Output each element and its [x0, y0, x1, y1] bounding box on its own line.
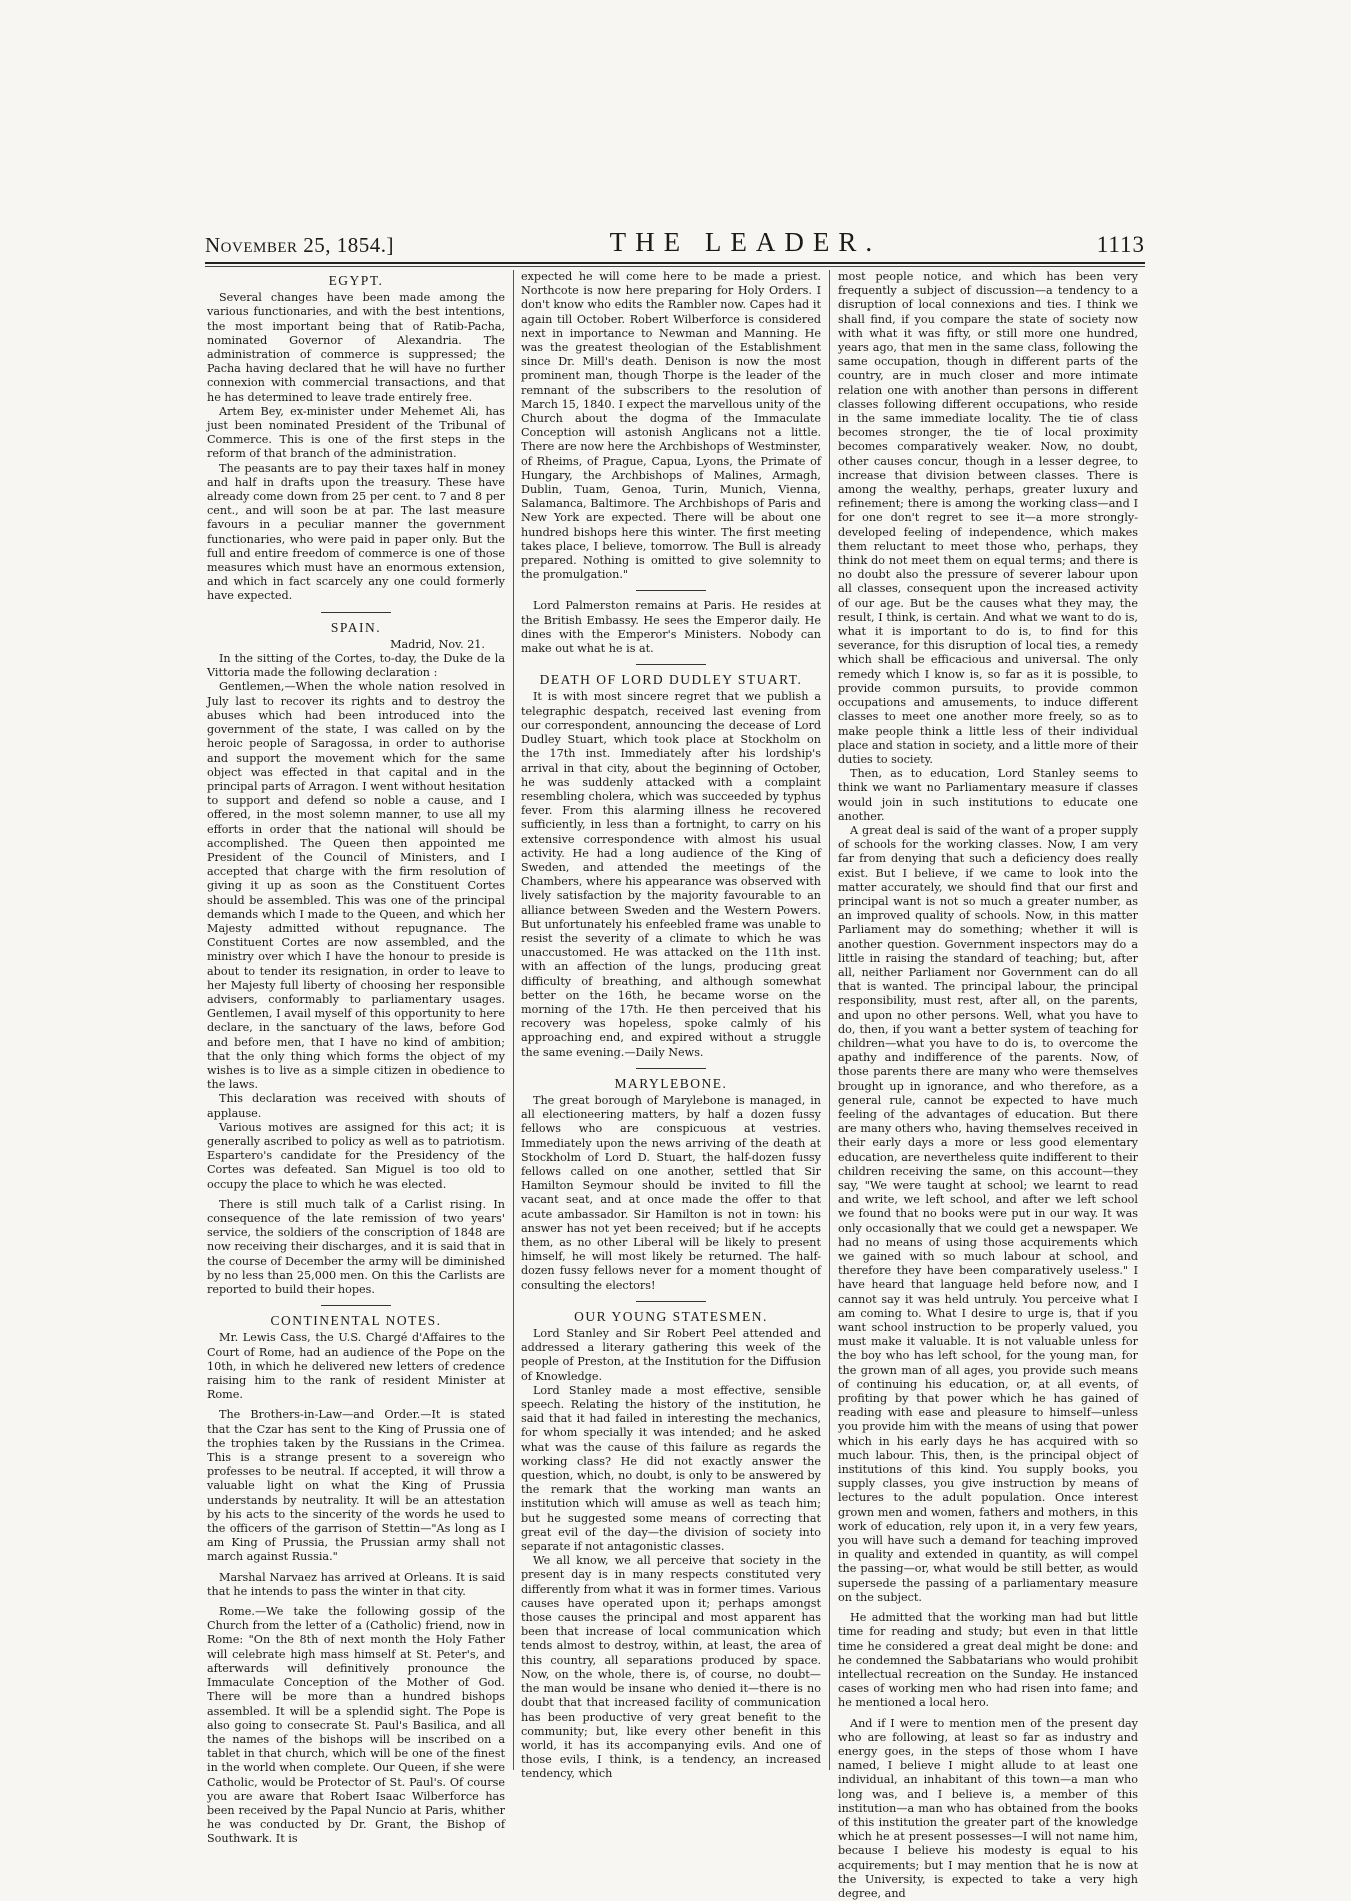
paragraph: Various motives are assigned for this act; it is generally ascribed to policy as well as to patriotism. Espartero's candidate for the Presidency of the Cortes was defeated. San Miguel is too old to occupy the place to which he was elected.: [207, 1120, 505, 1191]
article-heading: MARYLEBONE.: [614, 1075, 728, 1091]
column-2: [521, 270, 821, 1781]
newspaper-title: THE LEADER.: [609, 227, 882, 257]
article-heading: OUR YOUNG STATESMEN.: [574, 1308, 768, 1324]
paragraph: Rome.—We take the following gossip of the Church from the letter of a (Catholic) friend, now in Rome: "On the 8th of next month the Holy Father will celebrate high mass himself at St. Peter's, and afterwards will definitively pronounce the Immaculate Conception of the Mother of God. There will be more than a hundred bishops assembled. It will be a splendid sight. The Pope is also going to consecrate St. Paul's Basilica, and all the names of the bishops will be inscribed on a tablet in that church, which will be one of the finest in the world when complete. Our Queen, if she were Catholic, would be Protector of St. Paul's. Of course you are aware that Robert Isaac Wilberforce has been received by the Papal Nuncio at Paris, whither he was conducted by Dr. Grant, the Bishop of Southwark. It is: [207, 1605, 505, 1846]
article-our-young-statesmen: [521, 1310, 821, 1782]
header-rule: [205, 262, 1145, 264]
paragraph: The Brothers-in-Law—and Order.—It is stated that the Czar has sent to the King of Prussia one of the trophies taken by the Russians in the Crimea. This is a strange present to a sovereign who professes to be neutral. If accepted, it will throw a valuable light on what the King of Prussia understands by neutrality. It will be an attestation by his acts to the sincerity of the words he used to the officers of the garrison of Stettin—"As long as I am King of Prussia, the Prussian army shall not march against Russia.": [207, 1408, 505, 1564]
column-1: [207, 270, 505, 1846]
issue-date: November 25, 1854.]: [205, 233, 394, 257]
column-divider-2: [829, 270, 830, 1770]
column-divider-1: [513, 270, 514, 1770]
paragraph: Lord Stanley made a most effective, sensible speech. Relating the history of the institution, he said that it had failed in interesting the mechanics, for whom specially it was intended; and he asked what was the cause of this failure as regards the working class? He did not exactly answer the question, which, no doubt, is only to be answered by the remark that the working man wants an institution which will amuse as well as teach him; but he suggested some means of correcting that great evil of the day—the division of society into separate if not antagonistic classes.: [521, 1383, 821, 1554]
dateline: Madrid, Nov. 21.: [390, 637, 485, 651]
article-heading: DEATH OF LORD DUDLEY STUART.: [539, 672, 803, 688]
paragraph: Gentlemen,—When the whole nation resolved in July last to recover its rights and to destroy the abuses which had been introduced into the government of the state, I was called on by the heroic people of Saragossa, in order to authorise and support the movement which for the same object was effected in that capital and in the principal parts of Arragon. I went without hesitation to support and defend so noble a cause, and I offered, in the most solemn manner, to use all my efforts in order that the national will should be accomplished. The Queen then appointed me President of the Council of Ministers, and I accepted that charge with the firm resolution of giving it up as soon as the Constituent Cortes should be assembled. This was one of the principal demands which I made to the Queen, and which her Majesty admitted without repugnance. The Constituent Cortes are now assembled, and the ministry over which I have the honour to preside is about to tender its resignation, in order to leave to her Majesty full liberty of choosing her responsible advisers, conformably to parliamentary usages. Gentlemen, I avail myself of this opportunity to here declare, in the sanctuary of the laws, before God and before men, that I have no kind of ambition; that the only thing which forms the object of my wishes is to live as a simple citizen in obedience to the laws.: [207, 680, 505, 1092]
paragraph: A great deal is said of the want of a proper supply of schools for the working classes. Now, I am very far from denying that such a deficiency does really exist. But I believe, if we came to look into the matter accurately, we should find that our first and principal want is not so much a greater number, as an improved quality of schools. Now, in this matter Parliament may do something; whether it will is another question. Government inspectors may do a little in raising the standard of teaching; but, after all, neither Parliament nor Government can do all that is wanted. The principal labour, the principal responsibility, must rest, after all, on the parents, and upon no other persons. Well, what you have to do, then, if you want a better system of teaching for children—what you have to do is, to overcome the apathy and indifference of the parents. Now, of those parents there are many who were themselves brought up in ignorance, and who therefore, as a general rule, cannot be expected to have much feeling of the advantages of education. But there are many others who, having themselves received in their early days a more or less good elementary education, are nevertheless quite indifferent to their children receiving the same, on this account—they say, "We were taught at school; we learnt to read and write, we left school, and after we left school we found that no books were put in our way. It was only occasionally that we could get a newspaper. We had no means of using those acquirements which we gained with so much labour at school, and therefore they have been comparatively useless." I have heard that language held before now, and I cannot say it was held untruly. You perceive what I am coming to. What I desire to urge is, that if you want school instruction to be properly valued, you must make it valuable. It is not valuable unless for the boy who has left school, for the young man, for the grown man of all ages, you provide such means of continuing his education, or, at all events, of profiting by that power which he has gained of reading with ease and pleasure to himself—unless you provide him with the means of using that power which in his early days he has acquired with so much labour. This, then, is the principal object of institutions of this kind. You supply books, you supply classes, you give instruction by means of lectures to the adult population. Once interest grown men and women, fathers and mothers, in this work of education, rely upon it, in a very few years, you will have such a demand for teaching improved in quality and extended in quantity, as will compel the passing—or, what would be still better, as would supersede the passing of a parliamentary measure on the subject.: [838, 823, 1138, 1604]
section-rule: [636, 1301, 706, 1302]
article-spain: [207, 621, 505, 1298]
paragraph: He admitted that the working man had but little time for reading and study; but even in that little time he considered a great deal might be done: and he condemned the Sabbatarians who would prohibit intellectual recreation on the Sunday. He instanced cases of working men who had risen into fame; and he mentioned a local hero.: [838, 1611, 1138, 1710]
section-rule: [636, 1068, 706, 1069]
page-number: 1113: [1096, 232, 1145, 257]
masthead: [205, 218, 1145, 258]
paragraph: In the sitting of the Cortes, to-day, the Duke de la Vittoria made the following declaration :: [207, 652, 505, 680]
paragraph: This declaration was received with shouts of applause.: [207, 1092, 505, 1120]
paragraph: And if I were to mention men of the present day who are following, at least so far as industry and energy goes, in the steps of those whom I have named, I believe I might allude to at least one individual, an inhabitant of this town—a man who long was, and I believe is, a member of this institution—a man who has obtained from the books of this institution the greater part of the knowledge which he at present possesses—I will not name him, because I believe his modesty is equal to his acquirements; but I may mention that he is now at the University, is expected to take a very high degree, and: [838, 1716, 1138, 1900]
section-rule: [636, 590, 706, 591]
paragraph: Lord Stanley and Sir Robert Peel attended and addressed a literary gathering this week of the people of Preston, at the Institution for the Diffusion of Knowledge.: [521, 1327, 821, 1383]
paragraph: It is with most sincere regret that we publish a telegraphic despatch, received last evening from our correspondent, announcing the decease of Lord Dudley Stuart, which took place at Stockholm on the 17th inst. Immediately after his lordship's arrival in that city, about the beginning of October, he was suddenly attacked with a complaint resembling cholera, which was succeeded by typhus fever. From this alarming illness he recovered sufficiently, in less than a fortnight, to carry on his extensive correspondence with almost his usual activity. He had a long audience of the King of Sweden, and attended the meetings of the Chambers, where his appearance was observed with lively satisfaction by the majority favourable to an alliance between Sweden and the Western Powers. But unfortunately his enfeebled frame was unable to resist the severity of a climate to which he was unaccustomed. He was attacked on the 11th inst. with an affection of the lungs, producing great difficulty of breathing, and although somewhat better on the 16th, he became worse on the morning of the 17th. He then perceived that his recovery was hopeless, spoke calmly of his approaching end, and expired without a struggle the same evening.—Daily News.: [521, 690, 821, 1059]
paragraph: Lord Palmerston remains at Paris. He resides at the British Embassy. He sees the Emperor daily. He dines with the Emperor's Ministers. Nobody can make out what he is at.: [521, 599, 821, 656]
section-rule: [321, 612, 391, 613]
article-heading: EGYPT.: [328, 273, 384, 288]
paragraph: most people notice, and which has been very frequently a subject of discussion—a tendency to a disruption of local connexions and ties. I think we shall find, if you compare the state of society now with what it was fifty, or still more one hundred, years ago, that men in the same class, following the same occupation, though in different parts of the country, are in much closer and more intimate relation one with another than persons in different classes following different occupations, who reside in the same immediate locality. The tie of class becomes stronger, the tie of local proximity becomes comparatively weaker. Now, no doubt, other causes concur, though in a lesser degree, to increase that division between classes. There is among the wealthy, perhaps, greater luxury and refinement; there is among the working class—and I for one don't regret to see it—a more strongly-developed feeling of independence, which makes them reluctant to meet those who, perhaps, they think do not meet them on equal terms; and there is no doubt also the pressure of severer labour upon all classes, consequent upon the increased activity of our age. But be the causes what they may, the result, I think, is certain. And what we want to do is, what it is important to do is, to find for this severance, for this disruption of local ties, a remedy which shall be efficacious and universal. The only remedy which I know is, so far as it is possible, to provide common pursuits, to provide common occupations and amusements, to induce different classes to meet one another more freely, so as to make people think a little less of their individual place and station in society, and a little more of their duties to society.: [838, 270, 1138, 766]
paragraph: expected he will come here to be made a priest. Northcote is now here preparing for Holy Orders. I don't know who edits the Rambler now. Capes had it again till October. Robert Wilberforce is considered next in importance to Newman and Manning. He was the greatest theologian of the Establishment since Dr. Mill's death. Denison is now the most prominent man, though Thorpe is the leader of the remnant of the subscribers to the resolution of March 15, 1840. I expect the marvellous unity of the Church about the dogma of the Immaculate Conception will astonish Anglicans not a little. There are now here the Archbishops of Westminster, of Rheims, of Prague, Capua, Lyons, the Primate of Hungary, the Archbishops of Malines, Armagh, Dublin, Tuam, Genoa, Turin, Munich, Vienna, Salamanca, Baltimore. The Archbishops of Paris and New York are expected. There will be about one hundred bishops here this winter. The first meeting takes place, I believe, tomorrow. The Bull is already prepared. Nothing is omitted to give solemnity to the promulgation.": [521, 270, 821, 582]
paragraph: Mr. Lewis Cass, the U.S. Chargé d'Affaires to the Court of Rome, had an audience of the Pope on the 10th, in which he delivered new letters of credence raising him to the rank of resident Minister at Rome.: [207, 1331, 505, 1402]
paragraph: There is still much talk of a Carlist rising. In consequence of the late remission of two years' service, the soldiers of the conscription of 1848 are now receiving their discharges, and it is said that in the course of December the army will be diminished by no less than 25,000 men. On this the Carlists are reported to build their hopes.: [207, 1197, 505, 1297]
article-heading: CONTINENTAL NOTES.: [270, 1313, 442, 1329]
paragraph: We all know, we all perceive that society in the present day is in many respects constituted very differently from what it was in former times. Various causes have operated upon it; perhaps amongst those causes the principal and most apparent has been that increase of local communication which tends almost to destroy, within, at least, the area of this country, all separations produced by space. Now, on the whole, there is, of course, no doubt—the man would be insane who denied it—there is no doubt that that increased facility of communication has been productive of very great benefit to the community; but, like every other benefit in this world, it has its accompanying evils. And one of those evils, I think, is a tendency, an increased tendency, which: [521, 1554, 821, 1781]
section-rule: [321, 1305, 391, 1306]
paragraph: The great borough of Marylebone is managed, in all electioneering matters, by half a dozen fussy fellows who are conspicuous at vestries. Immediately upon the news arriving of the death at Stockholm of Lord D. Stuart, the half-dozen fussy fellows called on one another, settled that Sir Hamilton Seymour should be invited to fill the vacant seat, and at once made the offer to that acute ambassador. Sir Hamilton is not in town: his answer has not yet been received; but if he accepts them, as no other Liberal will be likely to present himself, he will most likely be returned. The half-dozen fussy fellows never for a moment thought of consulting the electors!: [521, 1093, 821, 1292]
article-continental-notes: [207, 1314, 505, 1846]
section-rule: [636, 664, 706, 665]
article-heading: SPAIN.: [330, 619, 382, 635]
paragraph: Several changes have been made among the various functionaries, and with the best intentions, the most important being that of Ratib-Pacha, nominated Governor of Alexandria. The administration of commerce is suppressed; the Pacha having declared that he will have no further connexion with commercial transactions, and that he has determined to leave trade entirely free.: [207, 291, 505, 404]
article-egypt: [207, 274, 505, 604]
paragraph: Marshal Narvaez has arrived at Orleans. It is said that he intends to pass the winter in that city.: [207, 1570, 505, 1598]
article-death-of-lord-dudley-stuart: [521, 673, 821, 1059]
column-3: [838, 270, 1138, 1900]
paragraph: Artem Bey, ex-minister under Mehemet Ali, has just been nominated President of the Tribunal of Commerce. This is one of the first steps in the reform of that branch of the administration.: [207, 404, 505, 461]
paragraph: Then, as to education, Lord Stanley seems to think we want no Parliamentary measure if classes would join in such institutions to educate one another.: [838, 767, 1138, 823]
paragraph: The peasants are to pay their taxes half in money and half in drafts upon the treasury. These have already come down from 25 per cent. to 7 and 8 per cent., and will soon be at par. The last measure favours in a peculiar manner the government functionaries, who were paid in paper only. But the full and entire freedom of commerce is one of those measures which must have an enormous extension, and which in fact scarcely any one could formerly have expected.: [207, 461, 505, 603]
header-rule-thin: [205, 266, 1145, 267]
article-marylebone: [521, 1077, 821, 1293]
